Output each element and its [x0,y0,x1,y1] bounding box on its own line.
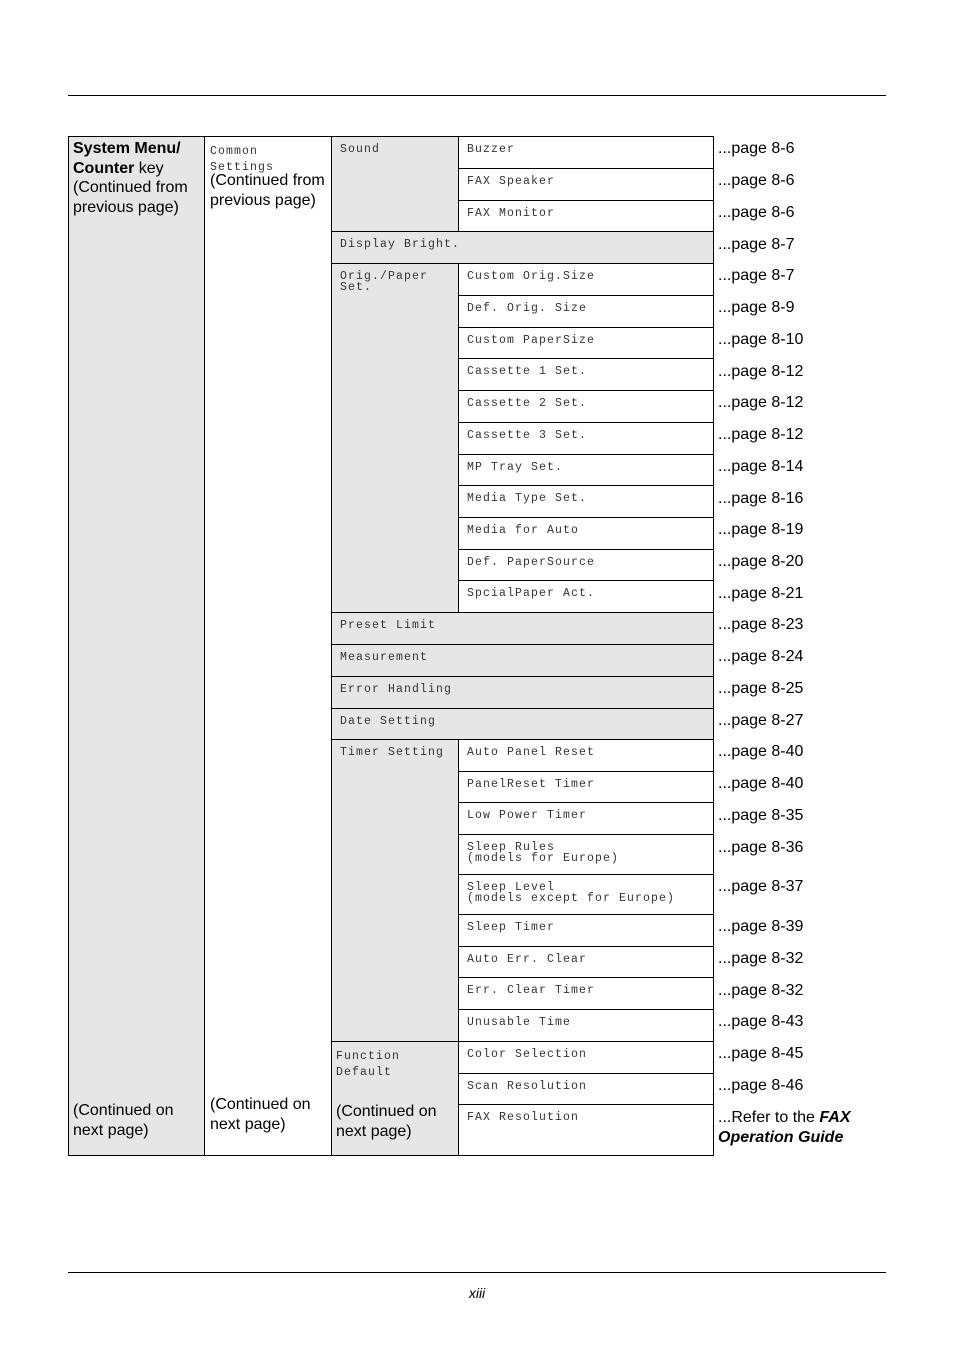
item-fax-speaker-label: FAX Speaker [467,175,556,188]
item-cassette-3-label: Cassette 3 Set. [467,429,588,442]
ref-color-selection: ...page 8-45 [718,1045,804,1062]
page-number: xiii [468,1285,486,1301]
item-mp-tray [458,454,714,486]
continued-on-note: (Continued on next page) [73,1102,174,1139]
ref-cassette-1: ...page 8-12 [718,363,804,380]
item-sleep-level [458,874,714,915]
item-sleep-level-label: Sleep Level (models except for Europe) [467,881,676,905]
ref-media-type: ...page 8-16 [718,490,804,507]
ref-mp-tray: ...page 8-14 [718,458,804,475]
item-fax-resolution [458,1104,714,1156]
menu-preset-limit [331,612,714,645]
ref-measurement: ...page 8-24 [718,648,804,665]
item-buzzer-label: Buzzer [467,143,516,156]
item-cassette-2-label: Cassette 2 Set. [467,397,588,410]
ref-cassette-3: ...page 8-12 [718,426,804,443]
continued-from-note: (Continued from previous page) [210,172,325,209]
ref-display-bright: ...page 8-7 [718,236,795,253]
item-mp-tray-label: MP Tray Set. [467,461,564,474]
item-def-papersource-label: Def. PaperSource [467,556,596,569]
item-low-power-timer [458,802,714,835]
ref-fax-monitor: ...page 8-6 [718,204,795,221]
menu-preset-limit-label: Preset Limit [340,619,437,632]
item-fax-speaker [458,168,714,201]
item-panelreset-timer-label: PanelReset Timer [467,778,596,791]
item-err-clear-timer [458,977,714,1010]
item-auto-err-clear-label: Auto Err. Clear [467,953,588,966]
continued-on-note: (Continued on next page) [336,1103,437,1140]
menu-error-handling-label: Error Handling [340,683,453,696]
menu-timer-setting [331,739,459,1042]
item-media-for-auto-label: Media for Auto [467,524,580,537]
item-cassette-2 [458,390,714,423]
ref-fax-operation-guide: ...Refer to the FAX Operation Guide [718,1109,851,1146]
menu-function-default-label: Function Default [336,1050,401,1079]
item-err-clear-timer-label: Err. Clear Timer [467,984,596,997]
menu-measurement [331,644,714,677]
item-low-power-timer-label: Low Power Timer [467,809,588,822]
common-settings-column [204,136,332,1156]
item-custom-papersize [458,327,714,359]
item-def-orig-size-label: Def. Orig. Size [467,302,588,315]
item-sleep-timer-label: Sleep Timer [467,921,556,934]
item-panelreset-timer [458,771,714,803]
ref-spcialpaper-act: ...page 8-21 [718,585,804,602]
item-media-type [458,485,714,518]
menu-date-setting [331,708,714,740]
ref-cassette-2: ...page 8-12 [718,394,804,411]
ref-fax-speaker: ...page 8-6 [718,172,795,189]
ref-custom-orig-size: ...page 8-7 [718,267,795,284]
menu-orig-paper-set [331,263,459,613]
item-fax-monitor-label: FAX Monitor [467,207,556,220]
item-color-selection [458,1041,714,1074]
ref-sleep-timer: ...page 8-39 [718,918,804,935]
item-scan-resolution [458,1073,714,1105]
footer-rule [68,1272,886,1273]
menu-orig-paper-set-label: Orig./Paper Set. [340,270,429,294]
ref-media-for-auto: ...page 8-19 [718,521,804,538]
item-media-for-auto [458,517,714,550]
item-custom-orig-size [458,263,714,296]
ref-err-clear-timer: ...page 8-32 [718,982,804,999]
menu-sound [331,136,459,232]
item-media-type-label: Media Type Set. [467,492,588,505]
item-def-orig-size [458,295,714,328]
header-rule [68,95,886,96]
ref-custom-papersize: ...page 8-10 [718,331,804,348]
ref-def-orig-size: ...page 8-9 [718,299,795,316]
ref-scan-resolution: ...page 8-46 [718,1077,804,1094]
ref-preset-limit: ...page 8-23 [718,616,804,633]
system-menu-column [68,136,205,1156]
menu-sound-label: Sound [340,143,381,156]
ref-sleep-rules: ...page 8-36 [718,839,804,856]
ref-sleep-level: ...page 8-37 [718,878,804,895]
ref-date-setting: ...page 8-27 [718,712,804,729]
item-buzzer [458,136,714,169]
item-custom-papersize-label: Custom PaperSize [467,334,596,347]
item-spcialpaper-act [458,580,714,613]
item-fax-monitor [458,200,714,232]
item-sleep-rules [458,834,714,875]
item-color-selection-label: Color Selection [467,1048,588,1061]
common-settings-label: Common Settings [210,145,275,174]
ref-buzzer: ...page 8-6 [718,140,795,157]
menu-display-bright-label: Display Bright. [340,238,461,251]
item-cassette-1 [458,358,714,391]
ref-def-papersource: ...page 8-20 [718,553,804,570]
item-def-papersource [458,549,714,581]
menu-error-handling [331,676,714,709]
item-fax-resolution-label: FAX Resolution [467,1111,580,1124]
continued-on-note: (Continued on next page) [210,1096,311,1133]
item-cassette-3 [458,422,714,455]
ref-auto-err-clear: ...page 8-32 [718,950,804,967]
item-scan-resolution-label: Scan Resolution [467,1080,588,1093]
menu-measurement-label: Measurement [340,651,429,664]
ref-auto-panel-reset: ...page 8-40 [718,743,804,760]
item-spcialpaper-act-label: SpcialPaper Act. [467,587,596,600]
item-sleep-rules-label: Sleep Rules (models for Europe) [467,841,620,865]
item-sleep-timer [458,914,714,947]
item-auto-err-clear [458,946,714,978]
item-auto-panel-reset-label: Auto Panel Reset [467,746,596,759]
item-cassette-1-label: Cassette 1 Set. [467,365,588,378]
item-unusable-time-label: Unusable Time [467,1016,572,1029]
ref-low-power-timer: ...page 8-35 [718,807,804,824]
menu-function-default [331,1041,459,1156]
menu-date-setting-label: Date Setting [340,715,437,728]
item-custom-orig-size-label: Custom Orig.Size [467,270,596,283]
ref-panelreset-timer: ...page 8-40 [718,775,804,792]
ref-error-handling: ...page 8-25 [718,680,804,697]
system-menu-title: System Menu/ Counter key (Continued from previous page) [73,140,188,216]
ref-unusable-time: ...page 8-43 [718,1013,804,1030]
menu-display-bright [331,231,714,264]
item-unusable-time [458,1009,714,1042]
item-auto-panel-reset [458,739,714,772]
menu-timer-setting-label: Timer Setting [340,746,445,759]
